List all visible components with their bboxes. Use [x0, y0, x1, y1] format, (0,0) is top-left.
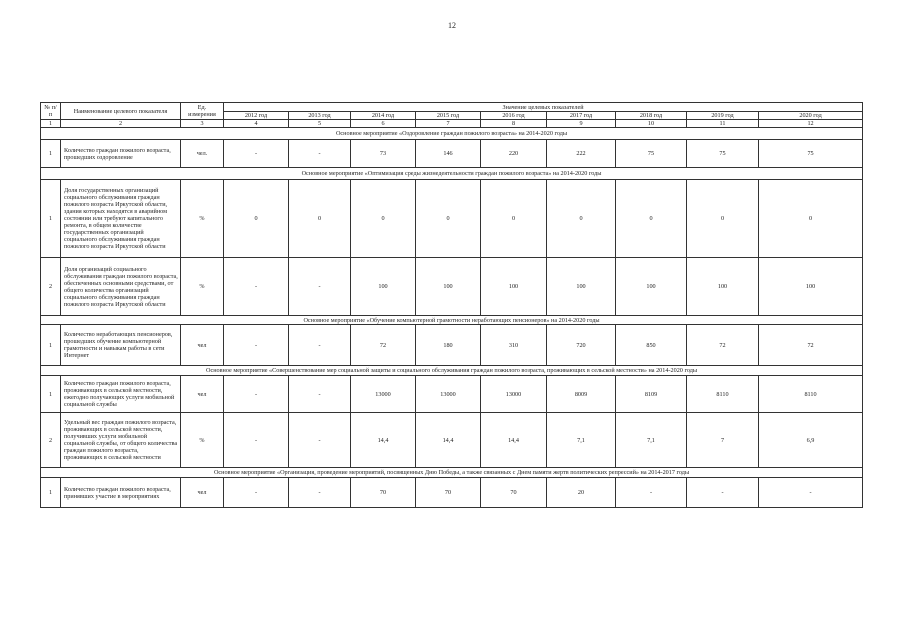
value-2017: 0 [547, 180, 616, 258]
value-2016: 13000 [481, 376, 547, 413]
value-2012: - [224, 258, 289, 316]
column-number: 12 [759, 120, 863, 128]
unit: % [181, 413, 224, 468]
table-row [41, 180, 863, 258]
value-2019: 100 [687, 258, 759, 316]
table-row [41, 376, 863, 413]
indicator-name: Количество граждан пожилого возраста, проживающих в сельской местности, ежегодно получающих услуги мобильной социальной службы [61, 376, 181, 413]
column-number: 5 [289, 120, 351, 128]
indicator-name: Количество граждан пожилого возраста, принявших участие в мероприятиях [61, 478, 181, 508]
section-row [41, 316, 863, 325]
value-2014: 70 [351, 478, 416, 508]
section-title: Основное мероприятие «Оздоровление граждан пожилого возраста» на 2014-2020 годы [41, 128, 863, 140]
table-row [41, 413, 863, 468]
value-2018: 7,1 [616, 413, 687, 468]
value-2018: 100 [616, 258, 687, 316]
value-2020: 75 [759, 140, 863, 168]
page-number: 12 [448, 21, 456, 30]
column-number: 4 [224, 120, 289, 128]
indicator-name: Количество граждан пожилого возраста, прошедших оздоровление [61, 140, 181, 168]
column-number: 3 [181, 120, 224, 128]
column-number: 6 [351, 120, 416, 128]
value-2016: 70 [481, 478, 547, 508]
header-year-2016: 2016 год [481, 112, 547, 120]
value-2014: 13000 [351, 376, 416, 413]
indicator-name: Удельный вес граждан пожилого возраста, проживающих в сельской местности, получивших услуги мобильной социальной службы, от общего количества граждан пожилого возраста, проживающих в сельской местности [61, 413, 181, 468]
value-2012: - [224, 376, 289, 413]
value-2020: - [759, 478, 863, 508]
row-number: 2 [41, 413, 61, 468]
value-2019: 75 [687, 140, 759, 168]
value-2019: 7 [687, 413, 759, 468]
row-number: 2 [41, 258, 61, 316]
value-2015: 100 [416, 258, 481, 316]
unit: чел [181, 325, 224, 366]
value-2017: 8009 [547, 376, 616, 413]
value-2020: 100 [759, 258, 863, 316]
section-row [41, 468, 863, 478]
value-2019: 72 [687, 325, 759, 366]
value-2013: - [289, 413, 351, 468]
indicator-name: Доля организаций социального обслуживания граждан пожилого возраста, обеспеченных основными средствами, от общего количества организаций социального обслуживания граждан пожилого возраста Иркутской области [61, 258, 181, 316]
value-2020: 8110 [759, 376, 863, 413]
value-2012: - [224, 413, 289, 468]
value-2013: - [289, 140, 351, 168]
section-title: Основное мероприятие «Организация, проведение мероприятий, посвященных Дню Победы, а также связанных с Днем памяти жертв политических репрессий» на 2014-2017 годы [41, 468, 863, 478]
column-number: 9 [547, 120, 616, 128]
unit: чел. [181, 140, 224, 168]
column-number: 2 [61, 120, 181, 128]
value-2016: 14,4 [481, 413, 547, 468]
value-2012: - [224, 478, 289, 508]
value-2014: 73 [351, 140, 416, 168]
header-year-2014: 2014 год [351, 112, 416, 120]
value-2014: 14,4 [351, 413, 416, 468]
value-2020: 72 [759, 325, 863, 366]
value-2017: 20 [547, 478, 616, 508]
value-2018: 75 [616, 140, 687, 168]
section-row [41, 168, 863, 180]
value-2013: 0 [289, 180, 351, 258]
header-unit-label: Ед. измерения [188, 104, 216, 118]
value-2016: 310 [481, 325, 547, 366]
header-year-2013: 2013 год [289, 112, 351, 120]
table-row [41, 478, 863, 508]
value-2019: - [687, 478, 759, 508]
table-row [41, 325, 863, 366]
value-2012: 0 [224, 180, 289, 258]
section-row [41, 128, 863, 140]
value-2015: 13000 [416, 376, 481, 413]
value-2014: 100 [351, 258, 416, 316]
unit: чел [181, 478, 224, 508]
value-2015: 146 [416, 140, 481, 168]
value-2017: 720 [547, 325, 616, 366]
section-title: Основное мероприятие «Совершенствование мер социальной защиты и социального обслуживания граждан пожилого возраста, проживающих в сельской местности» на 2014-2020 годы [41, 366, 863, 376]
table-row [41, 140, 863, 168]
value-2013: - [289, 478, 351, 508]
value-2018: 8109 [616, 376, 687, 413]
column-number: 8 [481, 120, 547, 128]
header-year-2015: 2015 год [416, 112, 481, 120]
value-2016: 220 [481, 140, 547, 168]
value-2013: - [289, 258, 351, 316]
value-2014: 72 [351, 325, 416, 366]
unit: % [181, 180, 224, 258]
value-2020: 0 [759, 180, 863, 258]
value-2015: 70 [416, 478, 481, 508]
row-number: 1 [41, 180, 61, 258]
value-2014: 0 [351, 180, 416, 258]
column-numbers-row [41, 120, 863, 128]
value-2019: 0 [687, 180, 759, 258]
header-year-2019: 2019 год [687, 112, 759, 120]
value-2020: 6,9 [759, 413, 863, 468]
header-year-2018: 2018 год [616, 112, 687, 120]
column-number: 11 [687, 120, 759, 128]
row-number: 1 [41, 376, 61, 413]
header-row [41, 103, 863, 112]
header-num: № п/п [41, 103, 61, 120]
value-2012: - [224, 325, 289, 366]
value-2013: - [289, 325, 351, 366]
unit: чел [181, 376, 224, 413]
header-year-2020: 2020 год [759, 112, 863, 120]
value-2019: 8110 [687, 376, 759, 413]
value-2015: 0 [416, 180, 481, 258]
row-number: 1 [41, 140, 61, 168]
indicator-name: Количество неработающих пенсионеров, прошедших обучение компьютерной грамотности и навыкам работы в сети Интернет [61, 325, 181, 366]
section-title: Основное мероприятие «Обучение компьютерной грамотности неработающих пенсионеров» на 2014-2020 годы [41, 316, 863, 325]
value-2018: 0 [616, 180, 687, 258]
column-number: 7 [416, 120, 481, 128]
value-2018: - [616, 478, 687, 508]
column-number: 1 [41, 120, 61, 128]
value-2016: 0 [481, 180, 547, 258]
value-2017: 7,1 [547, 413, 616, 468]
value-2018: 850 [616, 325, 687, 366]
column-number: 10 [616, 120, 687, 128]
row-number: 1 [41, 478, 61, 508]
target-indicators-table [40, 102, 863, 508]
header-year-2017: 2017 год [547, 112, 616, 120]
value-2017: 222 [547, 140, 616, 168]
header-unit [181, 103, 224, 120]
value-2015: 14,4 [416, 413, 481, 468]
header-values-group: Значение целевых показателей [224, 103, 863, 112]
value-2013: - [289, 376, 351, 413]
value-2016: 100 [481, 258, 547, 316]
value-2012: - [224, 140, 289, 168]
header-name: Наименование целевого показателя [61, 103, 181, 120]
section-row [41, 366, 863, 376]
unit: % [181, 258, 224, 316]
value-2015: 180 [416, 325, 481, 366]
value-2017: 100 [547, 258, 616, 316]
table-row [41, 258, 863, 316]
header-year-2012: 2012 год [224, 112, 289, 120]
row-number: 1 [41, 325, 61, 366]
indicator-name: Доля государственных организаций социального обслуживания граждан пожилого возраста Иркутской области, здания которых находятся в аварийном состоянии или требуют капитального ремонта, в общем количестве государственных организаций социального обслуживания граждан пожилого возраста Иркутской области [61, 180, 181, 258]
section-title: Основное мероприятие «Оптимизация среды жизнедеятельности граждан пожилого возраста» на 2014-2020 годы [41, 168, 863, 180]
